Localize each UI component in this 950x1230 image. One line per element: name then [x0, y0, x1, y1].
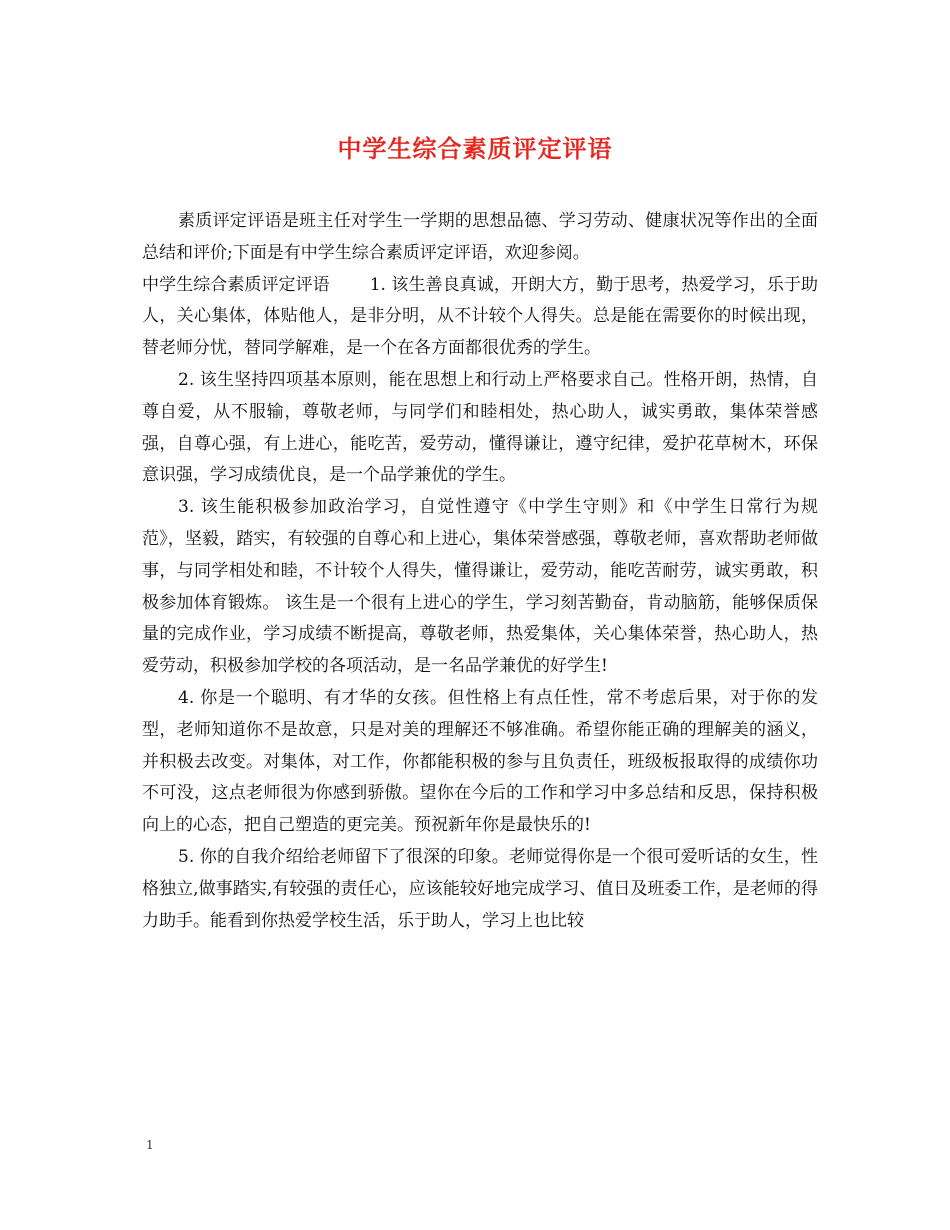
document-title: 中学生综合素质评定评语	[337, 134, 613, 163]
paragraph-4: 4. 你是一个聪明、有才华的女孩。但性格上有点任性，常不考虑后果，对于你的发型，老师知道你不是故意，只是对美的理解还不够准确。希望你能正确的理解美的涵义，并积极去改变。对集体，对工作，你都能积极的参与且负责任，班级板报取得的成绩你功不可没，这点老师很为你感到骄傲。望你在今后的工作和学习中多总结和反思，保持积极向上的心态，把自己塑造的更完美。预祝新年你是最快乐的!	[142, 687, 818, 836]
section-heading: 中学生综合素质评定评语	[142, 274, 330, 295]
document-body	[142, 206, 818, 937]
section-paragraph-1	[142, 270, 818, 365]
paragraph-1-text: 1. 该生善良真诚，开朗大方，勤于思考，热爱学习，乐于助人，关心集体，体贴他人，是非分明，从不计较个人得失。总是能在需要你的时候出现，替老师分忧，替同学解难，是一个在各方面都很优秀的学生。	[142, 274, 819, 359]
intro-paragraph: 素质评定评语是班主任对学生一学期的思想品德、学习劳动、健康状况等作出的全面总结和评价;下面是有中学生综合素质评定评语，欢迎参阅。	[142, 211, 818, 263]
page-number: 1	[146, 1138, 154, 1152]
paragraph-3: 3. 该生能积极参加政治学习，自觉性遵守《中学生守则》和《中学生日常行为规范》，坚毅，踏实，有较强的自尊心和上进心，集体荣誉感强，尊敬老师，喜欢帮助老师做事，与同学相处和睦，不计较个人得失，懂得谦让，爱劳动，能吃苦耐劳，诚实勇敢，积极参加体育锻炼。 该生是一个很有上进心的学生，学习刻苦勤奋，肯动脑筋，能够保质保量的完成作业，学习成绩不断提高，尊敬老师，热爱集体，关心集体荣誉，热心助人，热爱劳动，积极参加学校的各项活动，是一名品学兼优的好学生!	[142, 497, 818, 677]
paragraph-2: 2. 该生坚持四项基本原则，能在思想上和行动上严格要求自己。性格开朗，热情，自尊自爱，从不服输，尊敬老师，与同学们和睦相处，热心助人，诚实勇敢，集体荣誉感强，自尊心强，有上进心，能吃苦，爱劳动，懂得谦让，遵守纪律，爱护花草树木，环保意识强，学习成绩优良，是一个品学兼优的学生。	[142, 369, 818, 486]
paragraph-5: 5. 你的自我介绍给老师留下了很深的印象。老师觉得你是一个很可爱听话的女生，性格独立,做事踏实,有较强的责任心，应该能较好地完成学习、值日及班委工作，是老师的得力助手。能看到你热爱学校生活，乐于助人，学习上也比较	[142, 846, 818, 931]
